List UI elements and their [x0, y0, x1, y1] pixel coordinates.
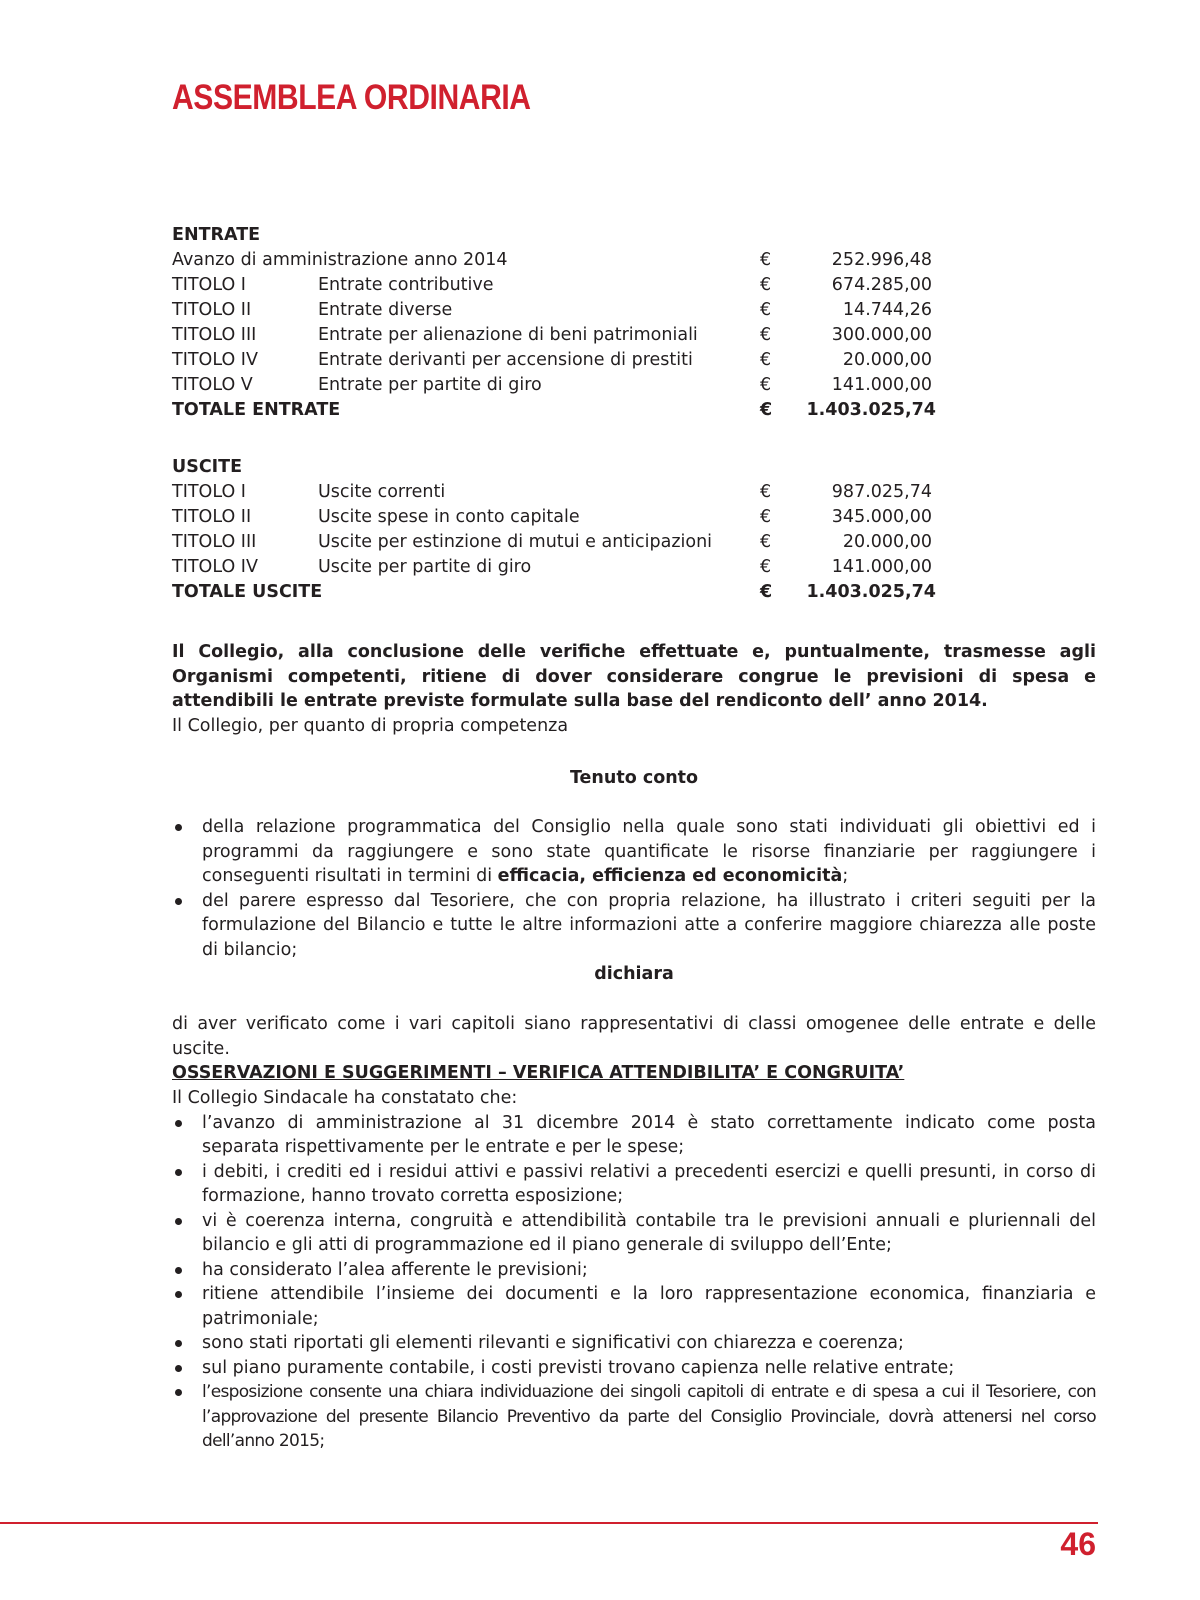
entrate-heading: ENTRATE: [172, 225, 261, 245]
entrate-table: [172, 223, 936, 423]
table-row: Avanzo di amministrazione anno 2014 € 252.996,48: [172, 250, 932, 270]
uscite-heading: USCITE: [172, 457, 243, 477]
table-row: TITOLO II Entrate diverse € 14.744,26: [172, 300, 932, 320]
list-item: sono stati riportati gli elementi rilevanti e significativi con chiarezza e coerenza;: [172, 1331, 1096, 1356]
page-title: ASSEMBLEA ORDINARIA: [172, 78, 531, 117]
list-item: ha considerato l’alea afferente le previsioni;: [172, 1258, 1096, 1283]
constatazioni-list: [172, 1111, 1096, 1454]
footer-rule: [0, 1522, 1098, 1524]
table-row: TITOLO V Entrate per partite di giro € 141.000,00: [172, 375, 932, 395]
collegio-section: [172, 640, 1096, 738]
table-row: TITOLO II Uscite spese in conto capitale € 345.000,00: [172, 507, 932, 527]
table-row: TITOLO I Uscite correnti € 987.025,74: [172, 482, 932, 502]
page-number: 46: [1060, 1526, 1096, 1562]
uscite-table: [172, 455, 936, 605]
list-item: del parere espresso dal Tesoriere, che con propria relazione, ha illustrato i criteri seguiti per la formulazione del Bilancio e tutte le altre informazioni atte a conferire maggiore chiarezza alle poste di bilancio;: [172, 889, 1096, 963]
table-row: TITOLO IV Entrate derivanti per accensione di prestiti € 20.000,00: [172, 350, 932, 370]
tenuto-conto-heading: Tenuto conto: [569, 768, 699, 788]
table-row: TITOLO III Uscite per estinzione di mutui e anticipazioni € 20.000,00: [172, 532, 932, 552]
entrate-total-row: TOTALE ENTRATE € 1.403.025,74: [172, 400, 936, 420]
collegio-bold-paragraph: Il Collegio, alla conclusione delle verifiche effettuate e, puntualmente, trasmesse agli Organismi competenti, ritiene di dover considerare congrue le previsioni di spesa e attendibili le entrate previste formulate sulla base del rendiconto dell’ anno 2014.: [172, 642, 1096, 711]
list-item: vi è coerenza interna, congruità e attendibilità contabile tra le previsioni annuali e pluriennali del bilancio e gli atti di programmazione ed il piano generale di sviluppo dell’Ente;: [172, 1209, 1096, 1258]
table-row: TITOLO I Entrate contributive € 674.285,00: [172, 275, 932, 295]
osservazioni-heading: OSSERVAZIONI E SUGGERIMENTI – VERIFICA ATTENDIBILITA’ E CONGRUITA’: [172, 1063, 905, 1083]
table-row: TITOLO IV Uscite per partite di giro € 141.000,00: [172, 557, 932, 577]
list-item: della relazione programmatica del Consiglio nella quale sono stati individuati gli obiettivi ed i programmi da raggiungere e sono state quantificate le risorse finanziarie per raggiungere i conseguenti risultati in termini di efficacia, efficienza ed economicità;: [172, 815, 1096, 889]
uscite-total-row: TOTALE USCITE € 1.403.025,74: [172, 582, 936, 602]
dichiara-heading: dichiara: [594, 964, 674, 984]
list-item: i debiti, i crediti ed i residui attivi e passivi relativi a precedenti esercizi e quelli presunti, in corso di formazione, hanno trovato corretta esposizione;: [172, 1160, 1096, 1209]
list-item: l’avanzo di amministrazione al 31 dicembre 2014 è stato correttamente indicato come posta separata rispettivamente per le entrate e per le spese;: [172, 1111, 1096, 1160]
sindacale-intro: Il Collegio Sindacale ha constatato che:: [172, 1088, 518, 1108]
list-item: sul piano puramente contabile, i costi previsti trovano capienza nelle relative entrate;: [172, 1356, 1096, 1381]
list-item: ritiene attendibile l’insieme dei documenti e la loro rappresentazione economica, finanziaria e patrimoniale;: [172, 1282, 1096, 1331]
table-row: TITOLO III Entrate per alienazione di beni patrimoniali € 300.000,00: [172, 325, 932, 345]
collegio-competenza: Il Collegio, per quanto di propria competenza: [172, 715, 569, 736]
verificato-text: di aver verificato come i vari capitoli siano rappresentativi di classi omogenee delle entrate e delle uscite.: [172, 1014, 1096, 1059]
tenuto-conto-list: [172, 815, 1096, 962]
list-item: l’esposizione consente una chiara individuazione dei singoli capitoli di entrate e di spesa a cui il Tesoriere, con l’approvazione del presente Bilancio Preventivo da parte del Consiglio Provinciale, dovrà attenersi nel corso dell’anno 2015;: [172, 1380, 1096, 1454]
